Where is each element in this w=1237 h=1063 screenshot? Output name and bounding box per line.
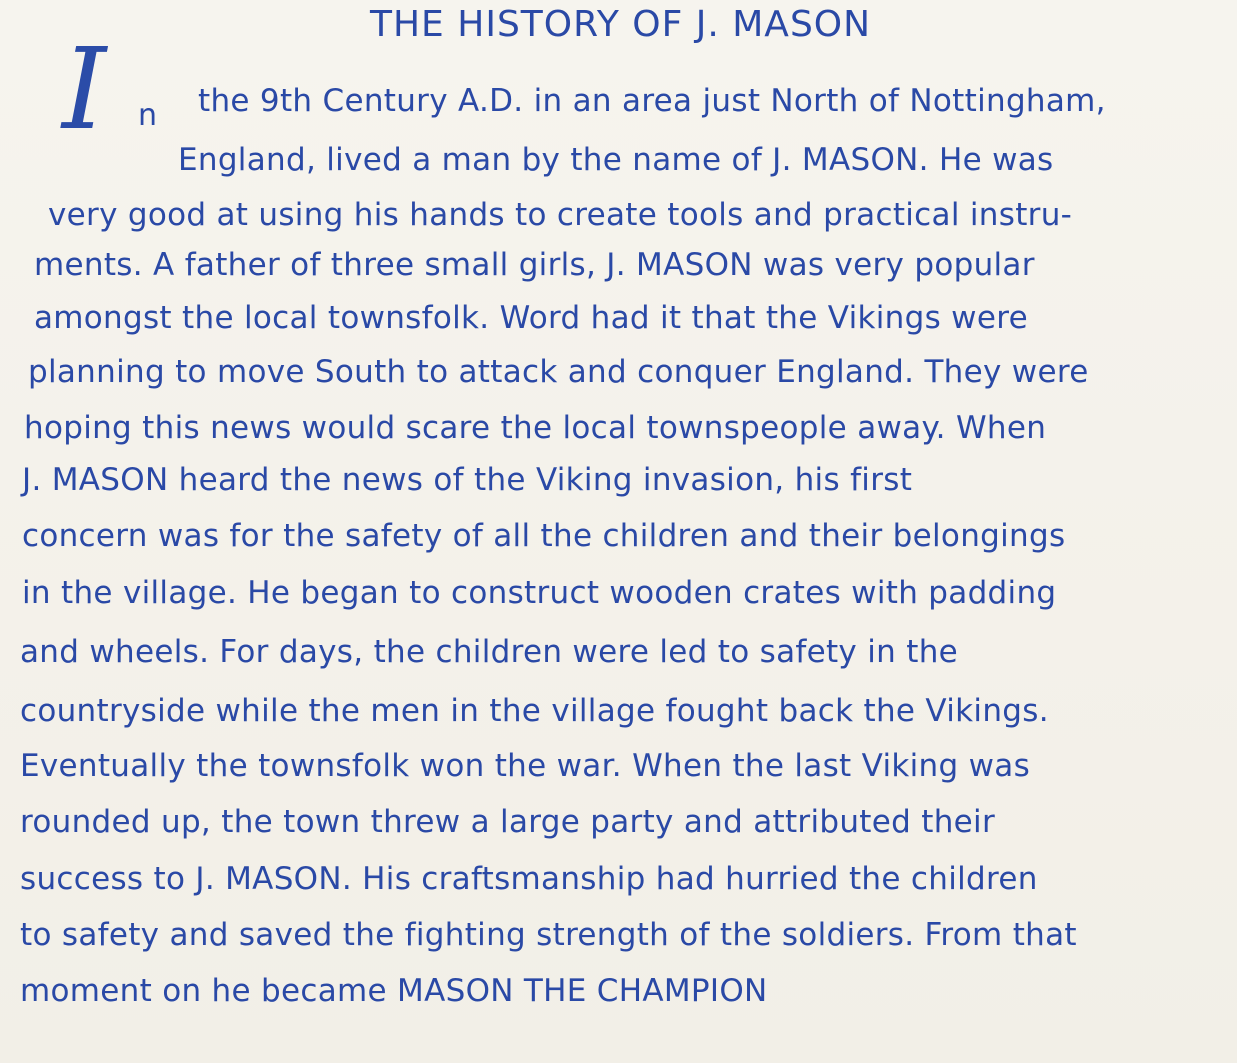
body-line-13: Eventually the townsfolk won the war. When the last Viking was bbox=[20, 748, 1031, 784]
body-line-3: very good at using his hands to create tools and practical instru- bbox=[48, 197, 1073, 233]
body-line-7: hoping this news would scare the local townspeople away. When bbox=[24, 410, 1047, 446]
body-line-17: moment on he became MASON THE CHAMPION bbox=[20, 973, 768, 1009]
body-line-4: ments. A father of three small girls, J. MASON was very popular bbox=[34, 247, 1035, 283]
document-title: THE HISTORY OF J. MASON bbox=[370, 4, 872, 45]
body-line-10: in the village. He began to construct wooden crates with padding bbox=[22, 575, 1057, 611]
body-line-9: concern was for the safety of all the children and their belongings bbox=[22, 518, 1066, 554]
body-line-2: England, lived a man by the name of J. MASON. He was bbox=[178, 142, 1054, 178]
body-line-1: the 9th Century A.D. in an area just North of Nottingham, bbox=[198, 83, 1106, 119]
body-line-14: rounded up, the town threw a large party and attributed their bbox=[20, 804, 995, 840]
body-line-8: J. MASON heard the news of the Viking invasion, his first bbox=[22, 462, 913, 498]
body-line-11: and wheels. For days, the children were led to safety in the bbox=[20, 634, 959, 670]
body-line-5: amongst the local townsfolk. Word had it that the Vikings were bbox=[34, 300, 1028, 336]
body-line-6: planning to move South to attack and conquer England. They were bbox=[28, 354, 1089, 390]
body-line-12: countryside while the men in the village fought back the Vikings. bbox=[20, 693, 1049, 729]
drop-cap-letter: I bbox=[62, 25, 107, 155]
drop-cap-continuation: n bbox=[138, 98, 158, 133]
body-line-15: success to J. MASON. His craftsmanship had hurried the children bbox=[20, 861, 1038, 897]
body-line-16: to safety and saved the fighting strength of the soldiers. From that bbox=[20, 917, 1077, 953]
